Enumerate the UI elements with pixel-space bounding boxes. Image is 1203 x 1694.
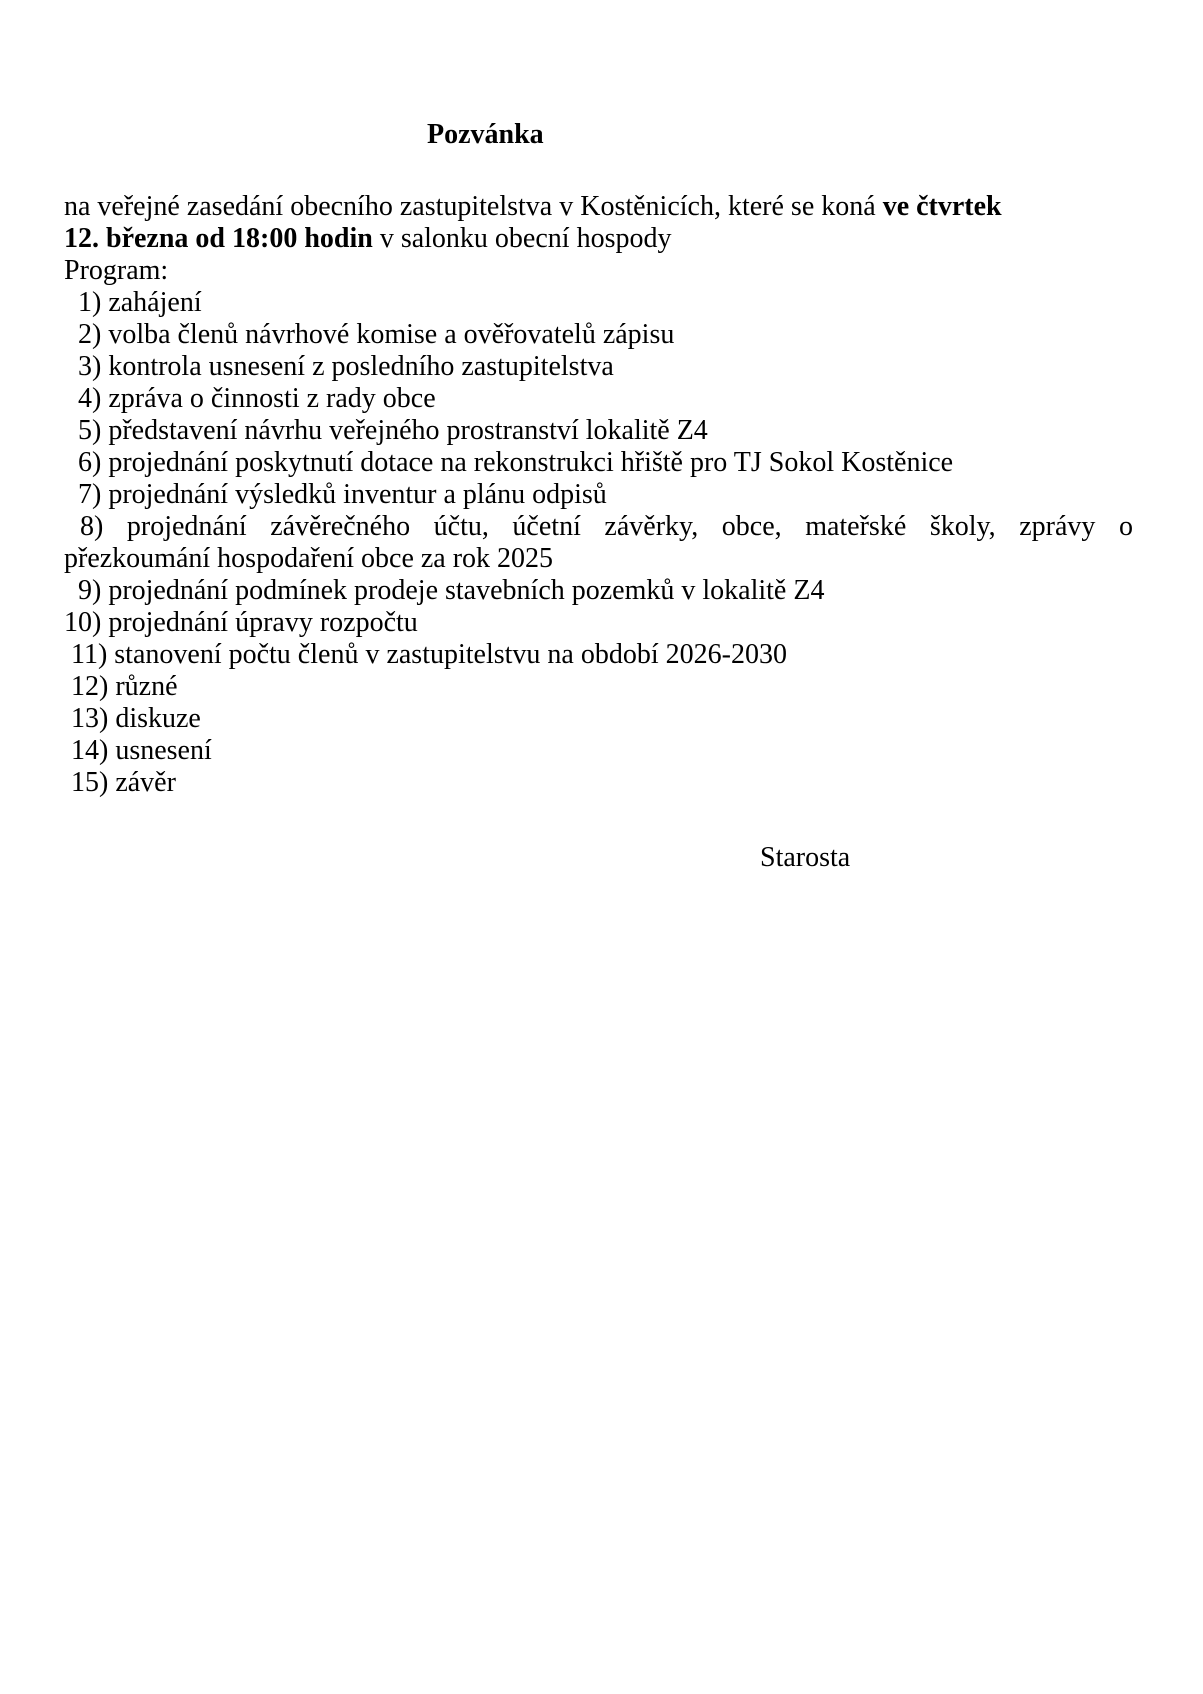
title-gap [64,151,1133,191]
program-line: 11) stanovení počtu členů v zastupitelstvu na období 2026-2030 [64,639,787,670]
document-title: Pozvánka [427,119,544,150]
program-line: 13) diskuze [64,703,201,734]
program-line: 5) představení návrhu veřejného prostranství lokalitě Z4 [64,415,708,446]
intro-line-2 [64,223,1133,255]
program-line: 12) různé [64,671,178,702]
program-heading: Program: [64,255,169,286]
intro-line-2-bold: 12. března od 18:00 hodin [64,223,373,254]
program-line: přezkoumání hospodaření obce za rok 2025 [64,543,554,574]
program-line: 1) zahájení [64,287,202,318]
intro-line-1-text: na veřejné zasedání obecního zastupitelstva v Kostěnicích, které se koná [64,191,883,222]
intro-line-1 [64,191,1133,223]
program-line: 10) projednání úpravy rozpočtu [64,607,418,638]
signature: Starosta [760,842,851,873]
program-line: 7) projednání výsledků inventur a plánu odpisů [64,479,607,510]
program-line: 2) volba členů návrhové komise a ověřovatelů zápisu [64,319,675,350]
program-line: 3) kontrola usnesení z posledního zastupitelstva [64,351,614,382]
program-line: 14) usnesení [64,735,212,766]
program-line: 6) projednání poskytnutí dotace na rekonstrukci hřiště pro TJ Sokol Kostěnice [64,447,954,478]
program-line: 15) závěr [64,767,176,798]
program-line: 8) projednání závěrečného účtu, účetní závěrky, obce, mateřské školy, zprávy o [80,511,1133,542]
program-line: 4) zpráva o činnosti z rady obce [64,383,436,414]
intro-line-1-bold: ve čtvrtek [882,191,1002,222]
program-line: 9) projednání podmínek prodeje stavebních pozemků v lokalitě Z4 [64,575,825,606]
intro-line-2-text: v salonku obecní hospody [372,223,672,254]
signature-gap [64,799,1133,842]
program-list [64,287,1133,799]
